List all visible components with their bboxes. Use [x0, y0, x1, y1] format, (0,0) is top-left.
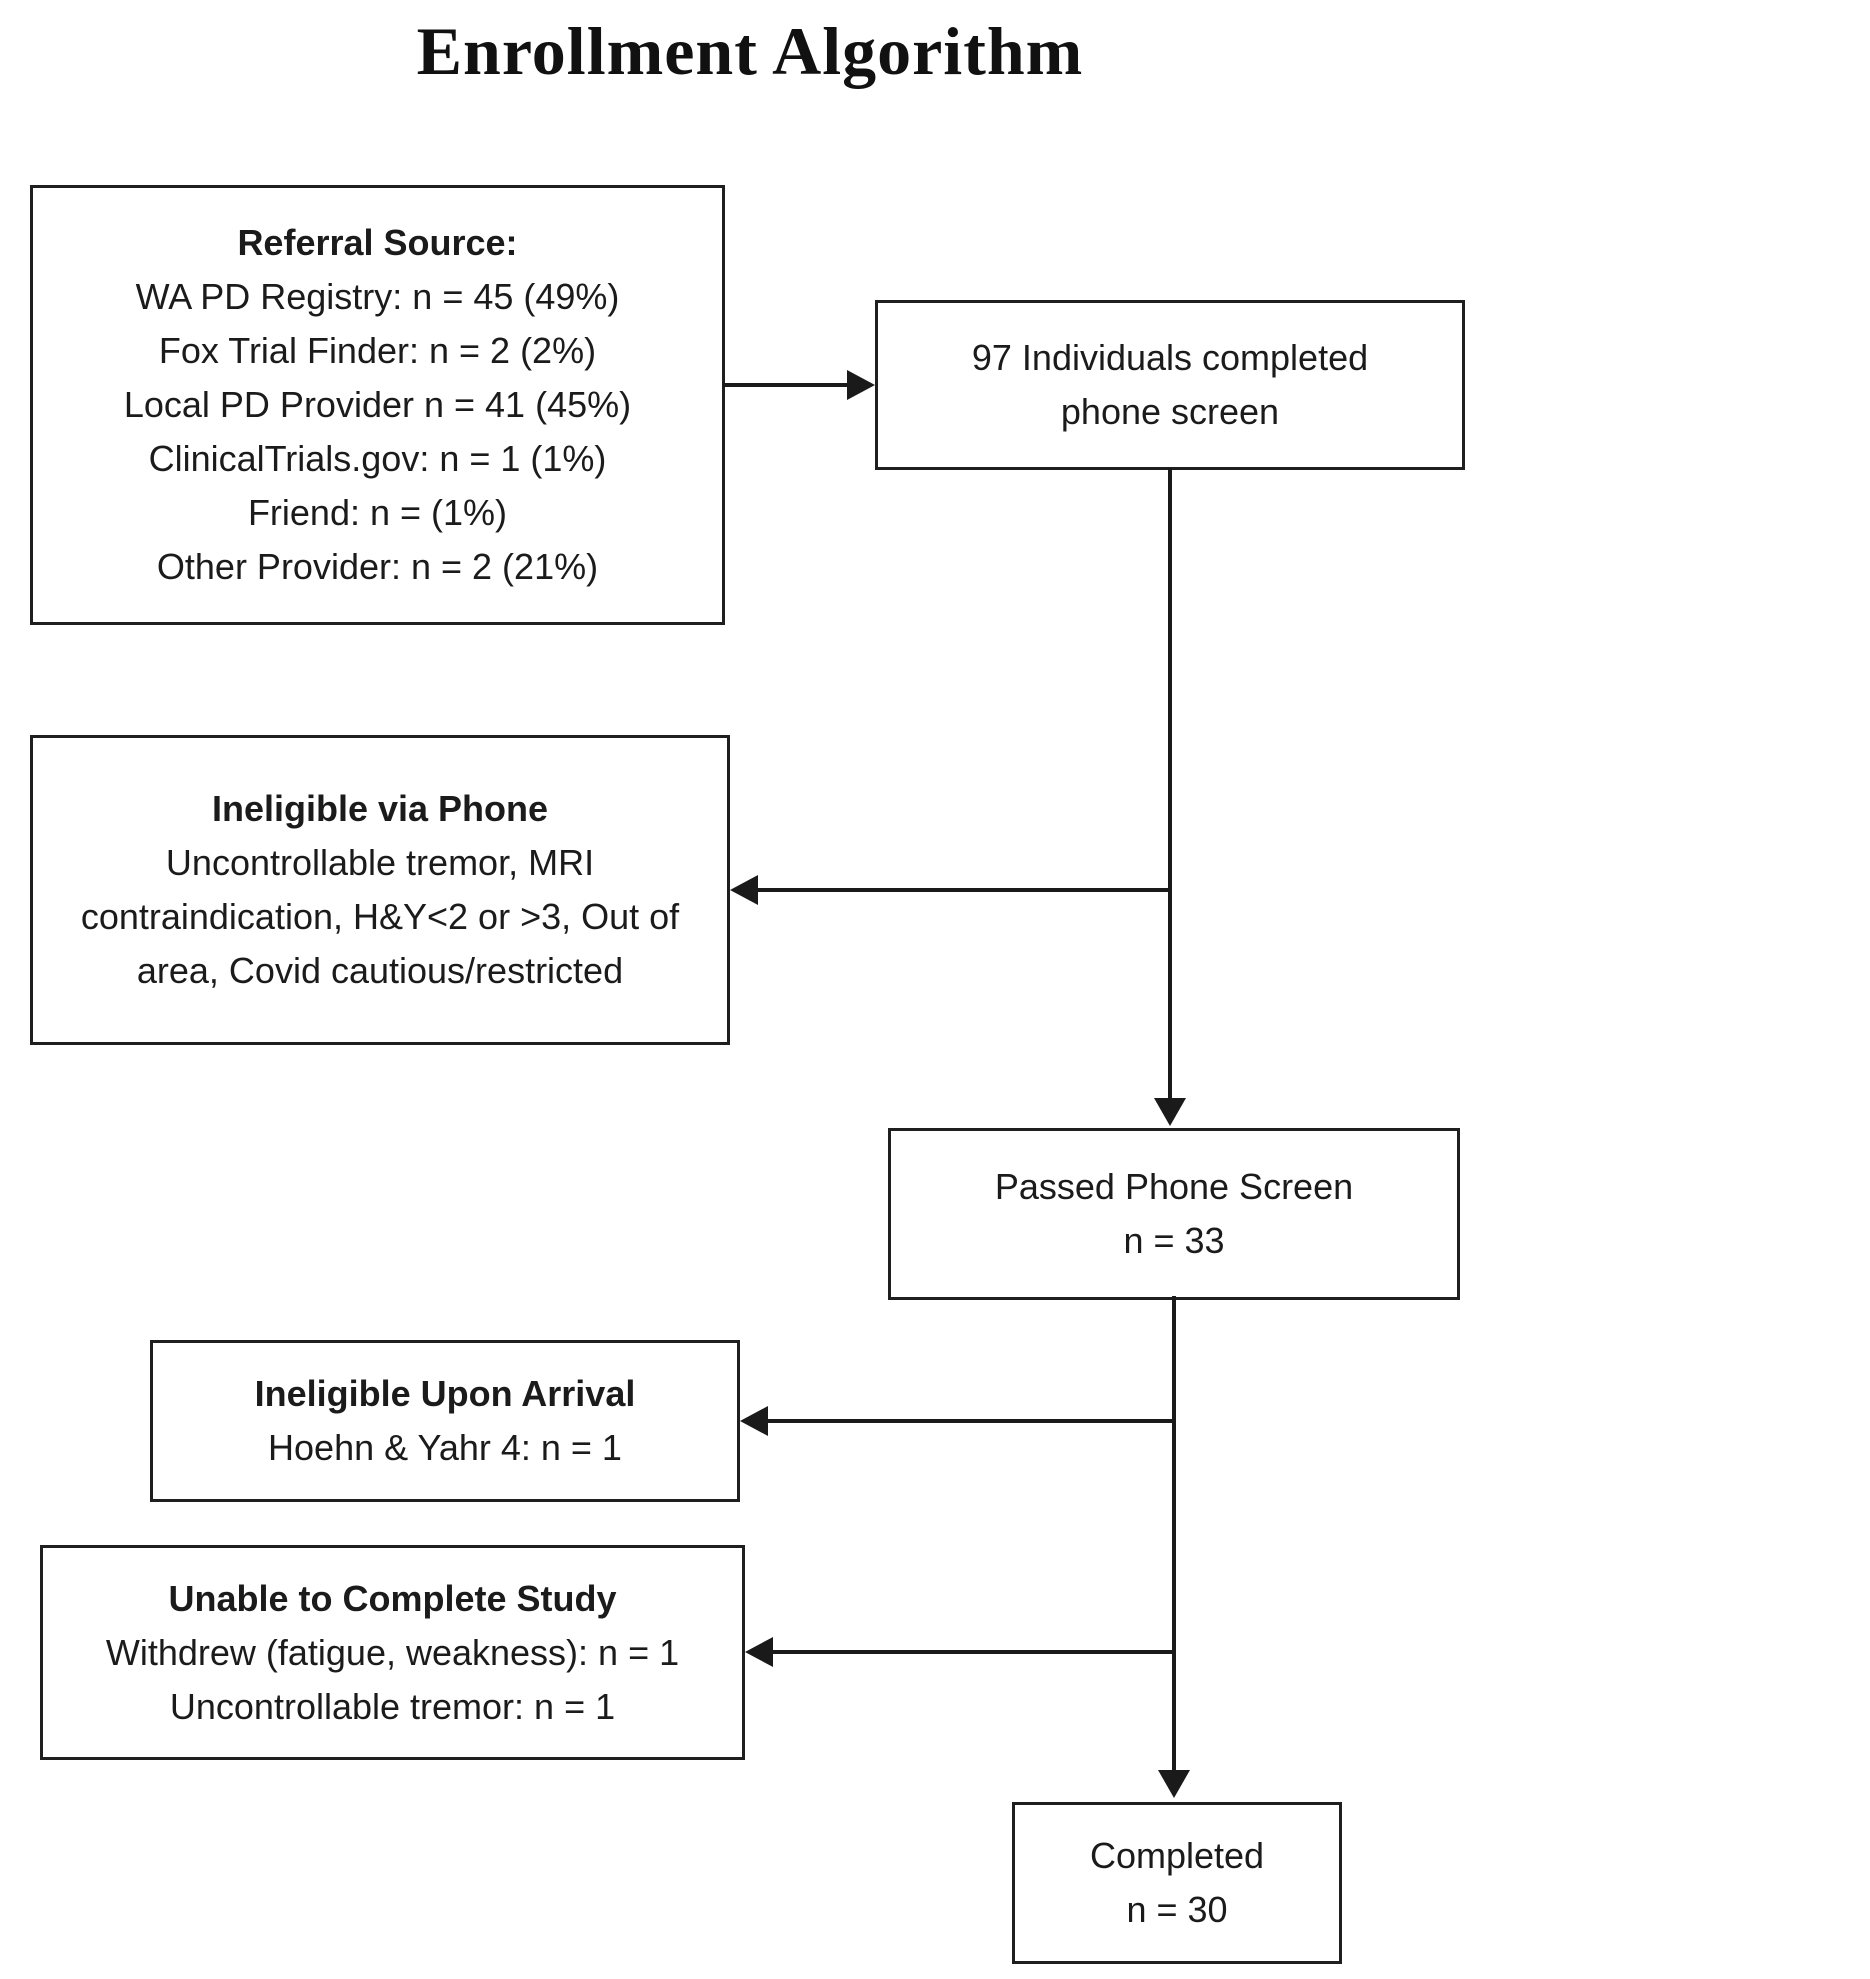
unable-line-tremor: Uncontrollable tremor: n = 1 [169, 1685, 616, 1727]
referral-line-friend: Friend: n = (1%) [247, 492, 508, 533]
completed-box [1012, 1802, 1342, 1964]
figure-title: Enrollment Algorithm [416, 13, 1084, 89]
referral-line-clinicaltrials-gov: ClinicalTrials.gov: n = 1 (1%) [148, 438, 607, 479]
referral-line-other-provider: Other Provider: n = 2 (21%) [156, 546, 599, 587]
connector-branch-unable-complete-line [771, 1650, 1176, 1654]
ineligible-upon-arrival-header: Ineligible Upon Arrival [254, 1373, 636, 1414]
arrowhead-left-icon [740, 1406, 768, 1436]
completed-line1: Completed [1089, 1835, 1265, 1876]
arrowhead-right-icon [847, 370, 875, 400]
phone-screen-line1: 97 Individuals completed [971, 337, 1369, 378]
passed-phone-screen-box [888, 1128, 1460, 1300]
referral-line-wa-pd-registry: WA PD Registry: n = 45 (49%) [135, 276, 620, 317]
ineligible-upon-arrival-box [150, 1340, 740, 1502]
unable-line-withdrew: Withdrew (fatigue, weakness): n = 1 [105, 1631, 680, 1673]
connector-branch-ineligible-arrival-line [766, 1419, 1176, 1423]
ineligible-via-phone-header: Ineligible via Phone [211, 788, 549, 829]
ineligible-via-phone-box [30, 735, 730, 1045]
arrowhead-down-icon [1158, 1770, 1190, 1798]
ineligible-via-phone-body: Uncontrollable tremor, MRI contraindication, H&Y<2 or >3, Out of area, Covid cautious/restricted [80, 842, 680, 991]
referral-line-local-pd-provider: Local PD Provider n = 41 (45%) [123, 384, 632, 425]
referral-source-header: Referral Source: [237, 222, 518, 263]
connector-referral-to-phone-line [723, 383, 847, 387]
phone-screen-line2: phone screen [1060, 391, 1280, 432]
passed-phone-screen-line1: Passed Phone Screen [994, 1166, 1354, 1207]
connector-branch-ineligible-phone-line [756, 888, 1172, 892]
connector-phone-to-passed-line [1168, 468, 1172, 1100]
completed-count: n = 30 [1126, 1889, 1228, 1930]
referral-line-fox-trial-finder: Fox Trial Finder: n = 2 (2%) [158, 330, 597, 371]
unable-to-complete-study-header: Unable to Complete Study [168, 1577, 617, 1619]
arrowhead-down-icon [1154, 1098, 1186, 1126]
arrowhead-left-icon [730, 875, 758, 905]
arrowhead-left-icon [745, 1637, 773, 1667]
passed-phone-screen-count: n = 33 [1123, 1220, 1225, 1261]
referral-source-box [30, 185, 725, 625]
unable-to-complete-study-box [40, 1545, 745, 1760]
phone-screen-box [875, 300, 1465, 470]
ineligible-upon-arrival-line: Hoehn & Yahr 4: n = 1 [268, 1427, 622, 1468]
connector-passed-to-completed-line [1172, 1296, 1176, 1772]
